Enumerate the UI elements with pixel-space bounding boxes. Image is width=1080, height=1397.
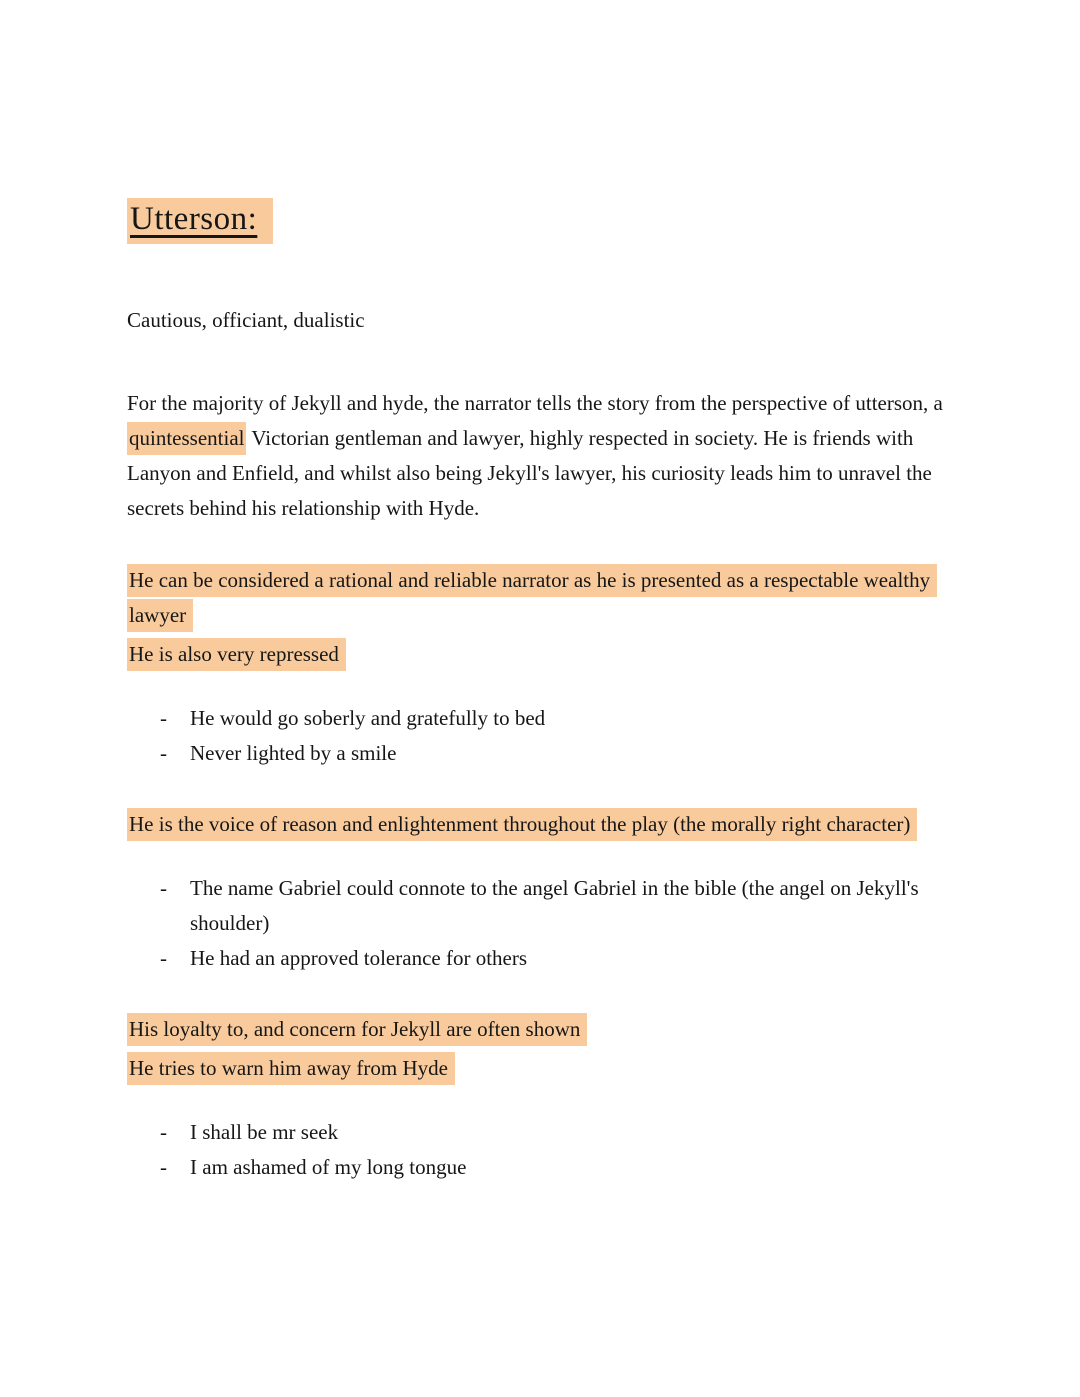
list-item bbox=[127, 736, 949, 771]
quote-list bbox=[127, 1115, 949, 1185]
dash-marker: - bbox=[160, 1155, 167, 1179]
quote-list bbox=[127, 701, 949, 771]
document-content bbox=[127, 196, 949, 1185]
section-voice-of-reason bbox=[127, 807, 949, 976]
highlighted-statement bbox=[127, 807, 949, 842]
page-title-highlight: Utterson: bbox=[127, 198, 273, 244]
highlighted-statement bbox=[127, 563, 949, 633]
highlighted-statement bbox=[127, 1051, 949, 1086]
list-item bbox=[127, 1150, 949, 1185]
list-item bbox=[127, 941, 949, 976]
section-reliable-narrator bbox=[127, 563, 949, 771]
highlight-text: He is also very repressed bbox=[127, 638, 346, 671]
highlighted-statement bbox=[127, 637, 949, 672]
highlight-text: He can be considered a rational and reliable narrator as he is presented as a respectable wealthy lawyer bbox=[127, 564, 937, 632]
bullet-text: The name Gabriel could connote to the angel Gabriel in the bible (the angel on Jekyll's shoulder) bbox=[190, 876, 919, 935]
bullet-text: I am ashamed of my long tongue bbox=[190, 1155, 467, 1179]
highlighted-word: quintessential bbox=[127, 422, 246, 455]
highlight-text: He tries to warn him away from Hyde bbox=[127, 1052, 455, 1085]
bullet-text: Never lighted by a smile bbox=[190, 741, 397, 765]
dash-marker: - bbox=[160, 706, 167, 730]
list-item bbox=[127, 871, 949, 941]
bullet-text: He would go soberly and gratefully to bed bbox=[190, 706, 546, 730]
bullet-text: I shall be mr seek bbox=[190, 1120, 339, 1144]
intro-text-before: For the majority of Jekyll and hyde, the narrator tells the story from the perspective of utterson, a bbox=[127, 391, 943, 415]
dash-marker: - bbox=[160, 1120, 167, 1144]
page-title bbox=[127, 196, 949, 242]
dash-marker: - bbox=[160, 946, 167, 970]
dash-marker: - bbox=[160, 876, 167, 900]
highlight-text: He is the voice of reason and enlightenment throughout the play (the morally right character) bbox=[127, 808, 917, 841]
list-item bbox=[127, 1115, 949, 1150]
highlight-text: His loyalty to, and concern for Jekyll are often shown bbox=[127, 1013, 587, 1046]
subtitle-traits: Cautious, officiant, dualistic bbox=[127, 308, 365, 332]
highlighted-statement bbox=[127, 1012, 949, 1047]
bullet-text: He had an approved tolerance for others bbox=[190, 946, 528, 970]
list-item bbox=[127, 701, 949, 736]
section-loyalty-to-jekyll bbox=[127, 1012, 949, 1185]
intro-paragraph bbox=[127, 386, 949, 526]
dash-marker: - bbox=[160, 741, 167, 765]
quote-list bbox=[127, 871, 949, 976]
intro-text-after: Victorian gentleman and lawyer, highly respected in society. He is friends with Lanyon and Enfield, and whilst also being Jekyll's lawyer, his curiosity leads him to unravel the secrets behind his relationship with Hyde. bbox=[127, 426, 932, 520]
